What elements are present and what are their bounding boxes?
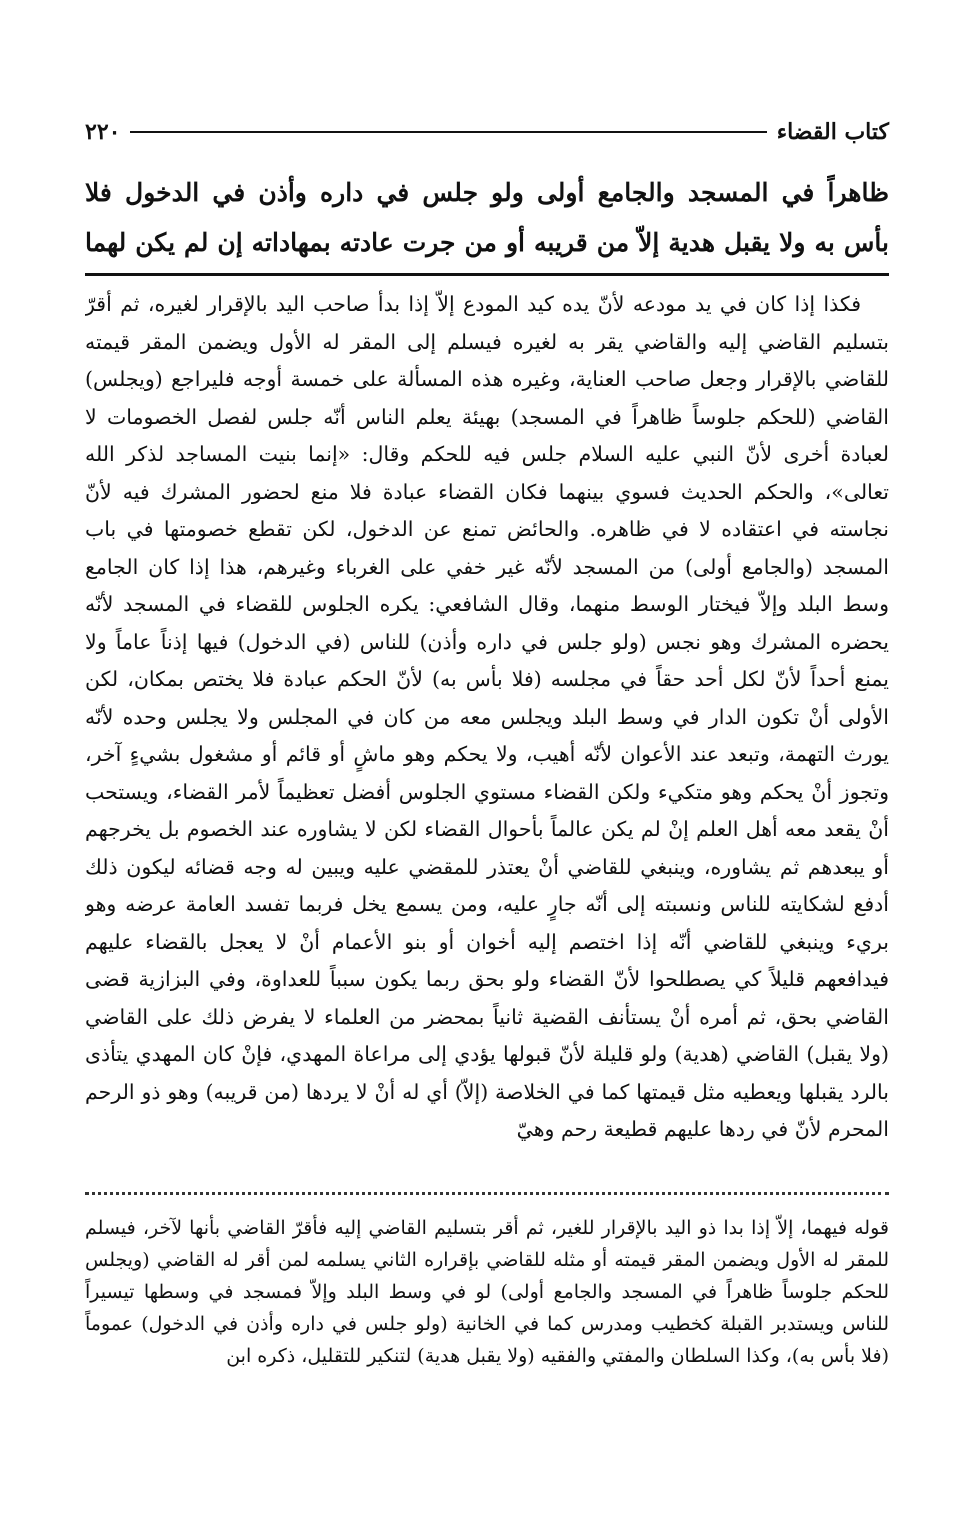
sharh-paragraph: فكذا إذا كان في يد مودعه لأنّ يده كيد المودع إلاّ إذا بدأ صاحب اليد بالإقرار لغيره، ثم أقرّ بتسليم القاضي إليه والقاضي يقر به لغيره فيسلم إلى المقر له الأول ويضمن المقر قيمته للقاضي بالإقرار وجعل صاحب العناية، وغيره هذه المسألة على خمسة أوجه فليراجع (ويجلس) القاضي (للحكم جلوساً ظاهراً في المسجد) بهيئة يعلم الناس أنّه جلس لفصل الخصومات لا لعبادة أخرى لأنّ النبي عليه السلام جلس فيه للحكم وقال: «إنما بنيت المساجد لذكر الله تعالى»، والحكم الحديث فسوي بينهما فكان القضاء عبادة فلا منع لحضور المشرك فيه لأنّ نجاسته في اعتقاده لا في ظاهره. والحائض تمنع عن الدخول، لكن تقطع خصومتها في باب المسجد (والجامع أولى) من المسجد لأنّه غير خفي على الغرباء وغيرهم، هذا إذا كان الجامع وسط البلد وإلاّ فيختار الوسط منهما، وقال الشافعي: يكره الجلوس للقضاء في المسجد لأنّه يحضره المشرك وهو نجس (ولو جلس في داره وأذن) للناس (في الدخول) فيها إذناً عاماً ولا يمنع أحداً لأنّ لكل أحد حقاً في مجلسه (فلا بأس به) لأنّ الحكم عبادة فلا يختص بمكان، لكن الأولى أنْ تكون الدار في وسط البلد ويجلس معه من كان في المجلس ولا يجلس وحده لأنّه يورث التهمة، وتبعد عند الأعوان لأنّه أهيب، ولا يحكم وهو ماشٍ أو قائم أو مشغول بشيءٍ آخر، وتجوز أنْ يحكم وهو متكيء ولكن القضاء مستوي الجلوس أفضل تعظيماً لأمر القضاء، ويستحب أنْ يقعد معه أهل العلم إنْ لم يكن عالماً بأحوال القضاء لكن لا يشاوره عند الخصوم بل يخرجهم أو يبعدهم ثم يشاوره، وينبغي للقاضي أنْ يعتذر للمقضي عليه ويبين له وجه قضائه ليكون ذلك أدفع لشكايته للناس ونسبته إلى أنّه جارٍ عليه، ومن يسمع يخل فربما تفسد العامة عرضه وهو بريء وينبغي للقاضي أنّه إذا اختصم إليه أخوان أو بنو الأعمام أنْ لا يعجل بالقضاء عليهم فيدافعهم قليلاً كي يصطلحوا لأنّ القضاء ولو بحق ربما يكون سبباً للعداوة، وفي البزازية قضى القاضي بحق، ثم أمره أنْ يستأنف القضية ثانياً بمحضر من العلماء لا يفرض ذلك على القاضي (ولا يقبل) القاضي (هدية) ولو قليلة لأنّ قبولها يؤدي إلى مراعاة المهدي، فإنْ كان المهدي يتأذى بالرد يقبلها ويعطيه مثل قيمتها كما في الخلاصة (إلاّ) أي له أنْ لا يردها (من قريبه) وهو ذو الرحم المحرم لأنّ في ردها عليهم قطيعة رحم وهيّ <box>85 292 889 1141</box>
hashiya-paragraph: قوله فيهما، إلاّ إذا بدا ذو اليد بالإقرار للغير، ثم أقر بتسليم القاضي إليه فأقرّ القاضي بأنها لآخر، فيسلم للمقر له الأول ويضمن المقر قيمته أو مثله للقاضي بإقراره الثاني يسلمه لمن أقر له القاضي (ويجلس للحكم جلوساً ظاهراً في المسجد والجامع أولى) لو في وسط البلد وإلاّ فمسجد في وسطها تيسيراً للناس ويستدبر القبلة كخطيب ومدرس كما في الخانية (ولو جلس في داره وأذن في الدخول) عموماً (فلا بأس به)، وكذا السلطان والمفتي والفقيه (ولا يقبل هدية) لتنكير للتقليل، ذكره ابن <box>85 1217 889 1367</box>
page-number: ٢٢٠ <box>85 119 121 145</box>
book-title: كتاب القضاء <box>776 119 889 145</box>
header-rule <box>130 131 766 133</box>
sharh-commentary <box>85 286 889 1149</box>
page-header <box>85 112 889 152</box>
matn-separator-rule <box>85 273 889 276</box>
matn-text <box>85 168 889 272</box>
matn-paragraph: ظاهراً في المسجد والجامع أولى ولو جلس في داره وأذن في الدخول فلا بأس به ولا يقبل هدية إلاّ من قريبه أو من جرت عادته بمهاداته إن لم يكن لهما <box>85 178 889 257</box>
footnote-dotted-separator <box>85 1192 889 1207</box>
hashiya-footnote <box>85 1212 889 1372</box>
